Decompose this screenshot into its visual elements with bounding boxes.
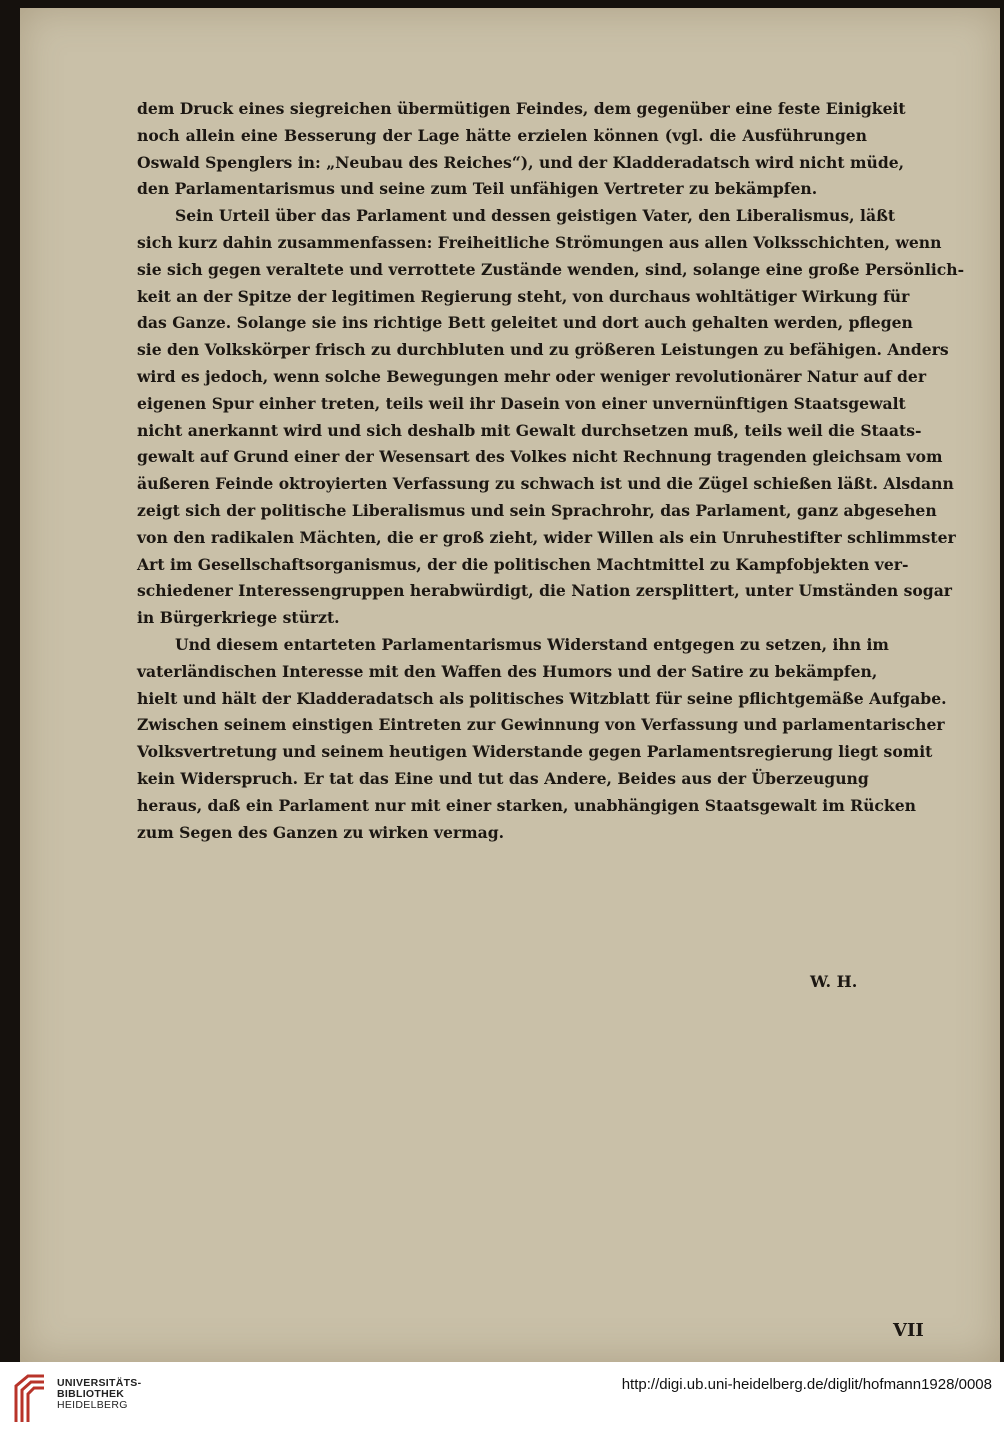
text-line: hielt und hält der Kladderadatsch als politisches Witzblatt für seine pflichtgemäße Aufgabe. xyxy=(137,688,947,708)
text-line: Oswald Spenglers in: „Neubau des Reiches“), und der Kladderadatsch wird nicht müde, xyxy=(137,152,905,172)
text-line: zeigt sich der politische Liberalismus und sein Sprachrohr, das Parlament, ganz abgesehen xyxy=(137,500,937,520)
text-line: schiedener Interessengruppen herabwürdigt, die Nation zersplittert, unter Umständen sogar xyxy=(137,581,953,601)
text-line: nicht anerkannt wird und sich deshalb mit Gewalt durchsetzen muß, teils weil die Staats- xyxy=(137,420,922,440)
footer-bar xyxy=(0,1362,1004,1437)
text-line: sich kurz dahin zusammenfassen: Freiheitliche Strömungen aus allen Volksschichten, wenn xyxy=(137,232,942,252)
logo-line-3: HEIDELBERG xyxy=(57,1399,128,1411)
author-signature: W. H. xyxy=(810,972,858,991)
source-url-link[interactable]: http://digi.ub.uni-heidelberg.de/diglit/hofmann1928/0008 xyxy=(621,1376,992,1393)
text-line: äußeren Feinde oktroyierten Verfassung zu schwach ist und die Zügel schießen läßt. Alsdann xyxy=(137,474,954,494)
text-line: Und diesem entarteten Parlamentarismus Widerstand entgegen zu setzen, ihn im xyxy=(175,634,889,654)
text-line: Volksvertretung und seinem heutigen Widerstande gegen Parlamentsregierung liegt somit xyxy=(137,742,933,762)
logo-line-2: BIBLIOTHEK xyxy=(57,1388,125,1400)
text-line: noch allein eine Besserung der Lage hätte erzielen können (vgl. die Ausführungen xyxy=(137,125,867,145)
text-line: vaterländischen Interesse mit den Waffen des Humors und der Satire zu bekämpfen, xyxy=(137,661,878,681)
text-line: sie sich gegen veraltete und verrottete Zustände wenden, sind, solange eine große Persönlich- xyxy=(137,259,965,279)
text-line: dem Druck eines siegreichen übermütigen Feindes, dem gegenüber eine feste Einigkeit xyxy=(137,99,906,118)
logo-line-1: UNIVERSITÄTS- xyxy=(57,1377,142,1389)
text-line: Zwischen seinem einstigen Eintreten zur Gewinnung von Verfassung und parlamentarischer xyxy=(137,715,945,735)
text-line: Art im Gesellschaftsorganismus, der die politischen Machtmittel zu Kampfobjekten ver- xyxy=(137,554,909,574)
text-line: sie den Volkskörper frisch zu durchbluten und zu größeren Leistungen zu befähigen. Anders xyxy=(137,340,949,360)
text-line: wird es jedoch, wenn solche Bewegungen mehr oder weniger revolutionärer Natur auf der xyxy=(137,366,927,386)
text-line: in Bürgerkriege stürzt. xyxy=(137,608,340,628)
text-line: den Parlamentarismus und seine zum Teil unfähigen Vertreter zu bekämpfen. xyxy=(137,179,818,199)
text-line: von den radikalen Mächten, die er groß zieht, wider Willen als ein Unruhestifter schlimmster xyxy=(137,527,956,547)
page-number: VII xyxy=(893,1320,924,1341)
text-line: eigenen Spur einher treten, teils weil ihr Dasein von einer unvernünftigen Staatsgewalt xyxy=(137,393,906,413)
library-logo-icon xyxy=(12,1372,48,1426)
text-line: zum Segen des Ganzen zu wirken vermag. xyxy=(137,822,505,842)
library-logo-text xyxy=(57,1378,141,1411)
scanned-page xyxy=(20,8,1000,1362)
text-line: heraus, daß ein Parlament nur mit einer starken, unabhängigen Staatsgewalt im Rücken xyxy=(137,795,916,815)
text-line: das Ganze. Solange sie ins richtige Bett geleitet und dort auch gehalten werden, pflegen xyxy=(137,313,913,333)
text-line: keit an der Spitze der legitimen Regierung steht, von durchaus wohltätiger Wirkung für xyxy=(137,286,910,306)
body-text xyxy=(137,96,965,846)
text-line: Sein Urteil über das Parlament und dessen geistigen Vater, den Liberalismus, läßt xyxy=(175,206,896,226)
text-line: gewalt auf Grund einer der Wesensart des Volkes nicht Rechnung tragenden gleichsam vom xyxy=(137,447,943,467)
text-line: kein Widerspruch. Er tat das Eine und tut das Andere, Beides aus der Überzeugung xyxy=(137,768,869,788)
